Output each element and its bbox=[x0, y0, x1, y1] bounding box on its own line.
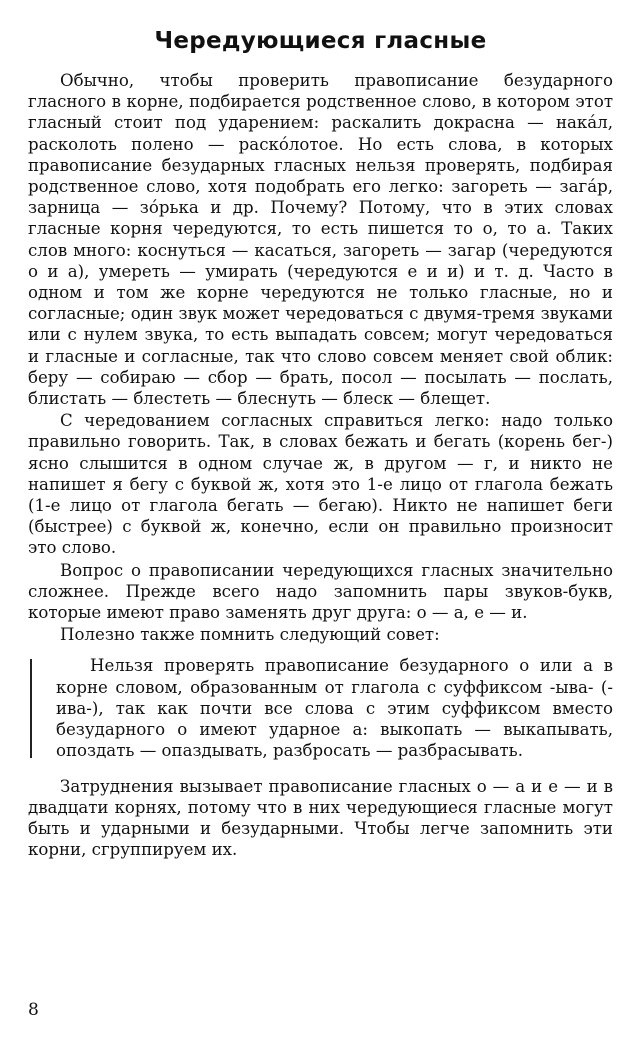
paragraph-closing: Затруднения вызывает правописание гласных о — а и е — и в двадцати корнях, потому что в них чередующиеся гласные могут быть и ударными и безударными. Чтобы легче запомнить эти корни, сгруппируем их. bbox=[28, 776, 613, 860]
page-title: Чередующиеся гласные bbox=[154, 28, 487, 54]
paragraph-consonants: С чередованием согласных справиться легко: надо только правильно говорить. Так, в словах бежать и бегать (корень бег-) ясно слышится в одном случае ж, в другом — г, и никто не напишет я бегу с буквой ж, хотя это 1-е лицо от глагола бежать (1-е лицо от глагола бегать — бегаю). Никто не напишет беги (быстрее) с буквой ж, конечно, если он правильно произносит это слово. bbox=[28, 411, 613, 558]
paragraph-vowels-question: Вопрос о правописании чередующихся гласных значительно сложнее. Прежде всего надо запомнить пары звуков-букв, которые имеют право заменять друг друга: о — а, е — и. bbox=[28, 560, 613, 623]
rule-note-text: Нельзя проверять правописание безударного о или а в корне словом, образованным от глагола с суффиксом -ыва- (-ива-), так как почти все слова с этим суффиксом вместо безударного о имеют ударное а: выкопать — выкапывать, опоздать — опаздывать, разбросать — разбрасывать. bbox=[56, 656, 613, 761]
paragraph-advice-lead: Полезно также помнить следующий совет: bbox=[60, 625, 440, 645]
rule-note bbox=[28, 655, 613, 761]
paragraph-intro: Обычно, чтобы проверить правописание безударного гласного в корне, подбирается родственное слово, в котором этот гласный стоит под ударением: раскалить докрасна — накáл, расколоть полено — раскóлотое. Но есть слова, в которых правописание безударных гласных нельзя проверять, подбирая родственное слово, хотя подобрать его легко: загореть — загáр, зарница — зóрька и др. Почему? Потому, что в этих словах гласные корня чередуются, то есть пишется то о, то а. Таких слов много: коснуться — касаться, загореть — загар (чередуются о и а), умереть — умирать (чередуются е и и) и т. д. Часто в одном и том же корне чередуются не только гласные, но и согласные; один звук может чередоваться с двумя-тремя звуками или с нулем звука, то есть выпадать совсем; могут чередоваться и гласные и согласные, так что слово совсем меняет свой облик: беру — собираю — сбор — брать, посол — посылать — послать, блистать — блестеть — блеснуть — блеск — блещет. bbox=[28, 71, 613, 409]
note-margin-rule bbox=[30, 659, 32, 757]
page-number: 8 bbox=[28, 1000, 39, 1020]
